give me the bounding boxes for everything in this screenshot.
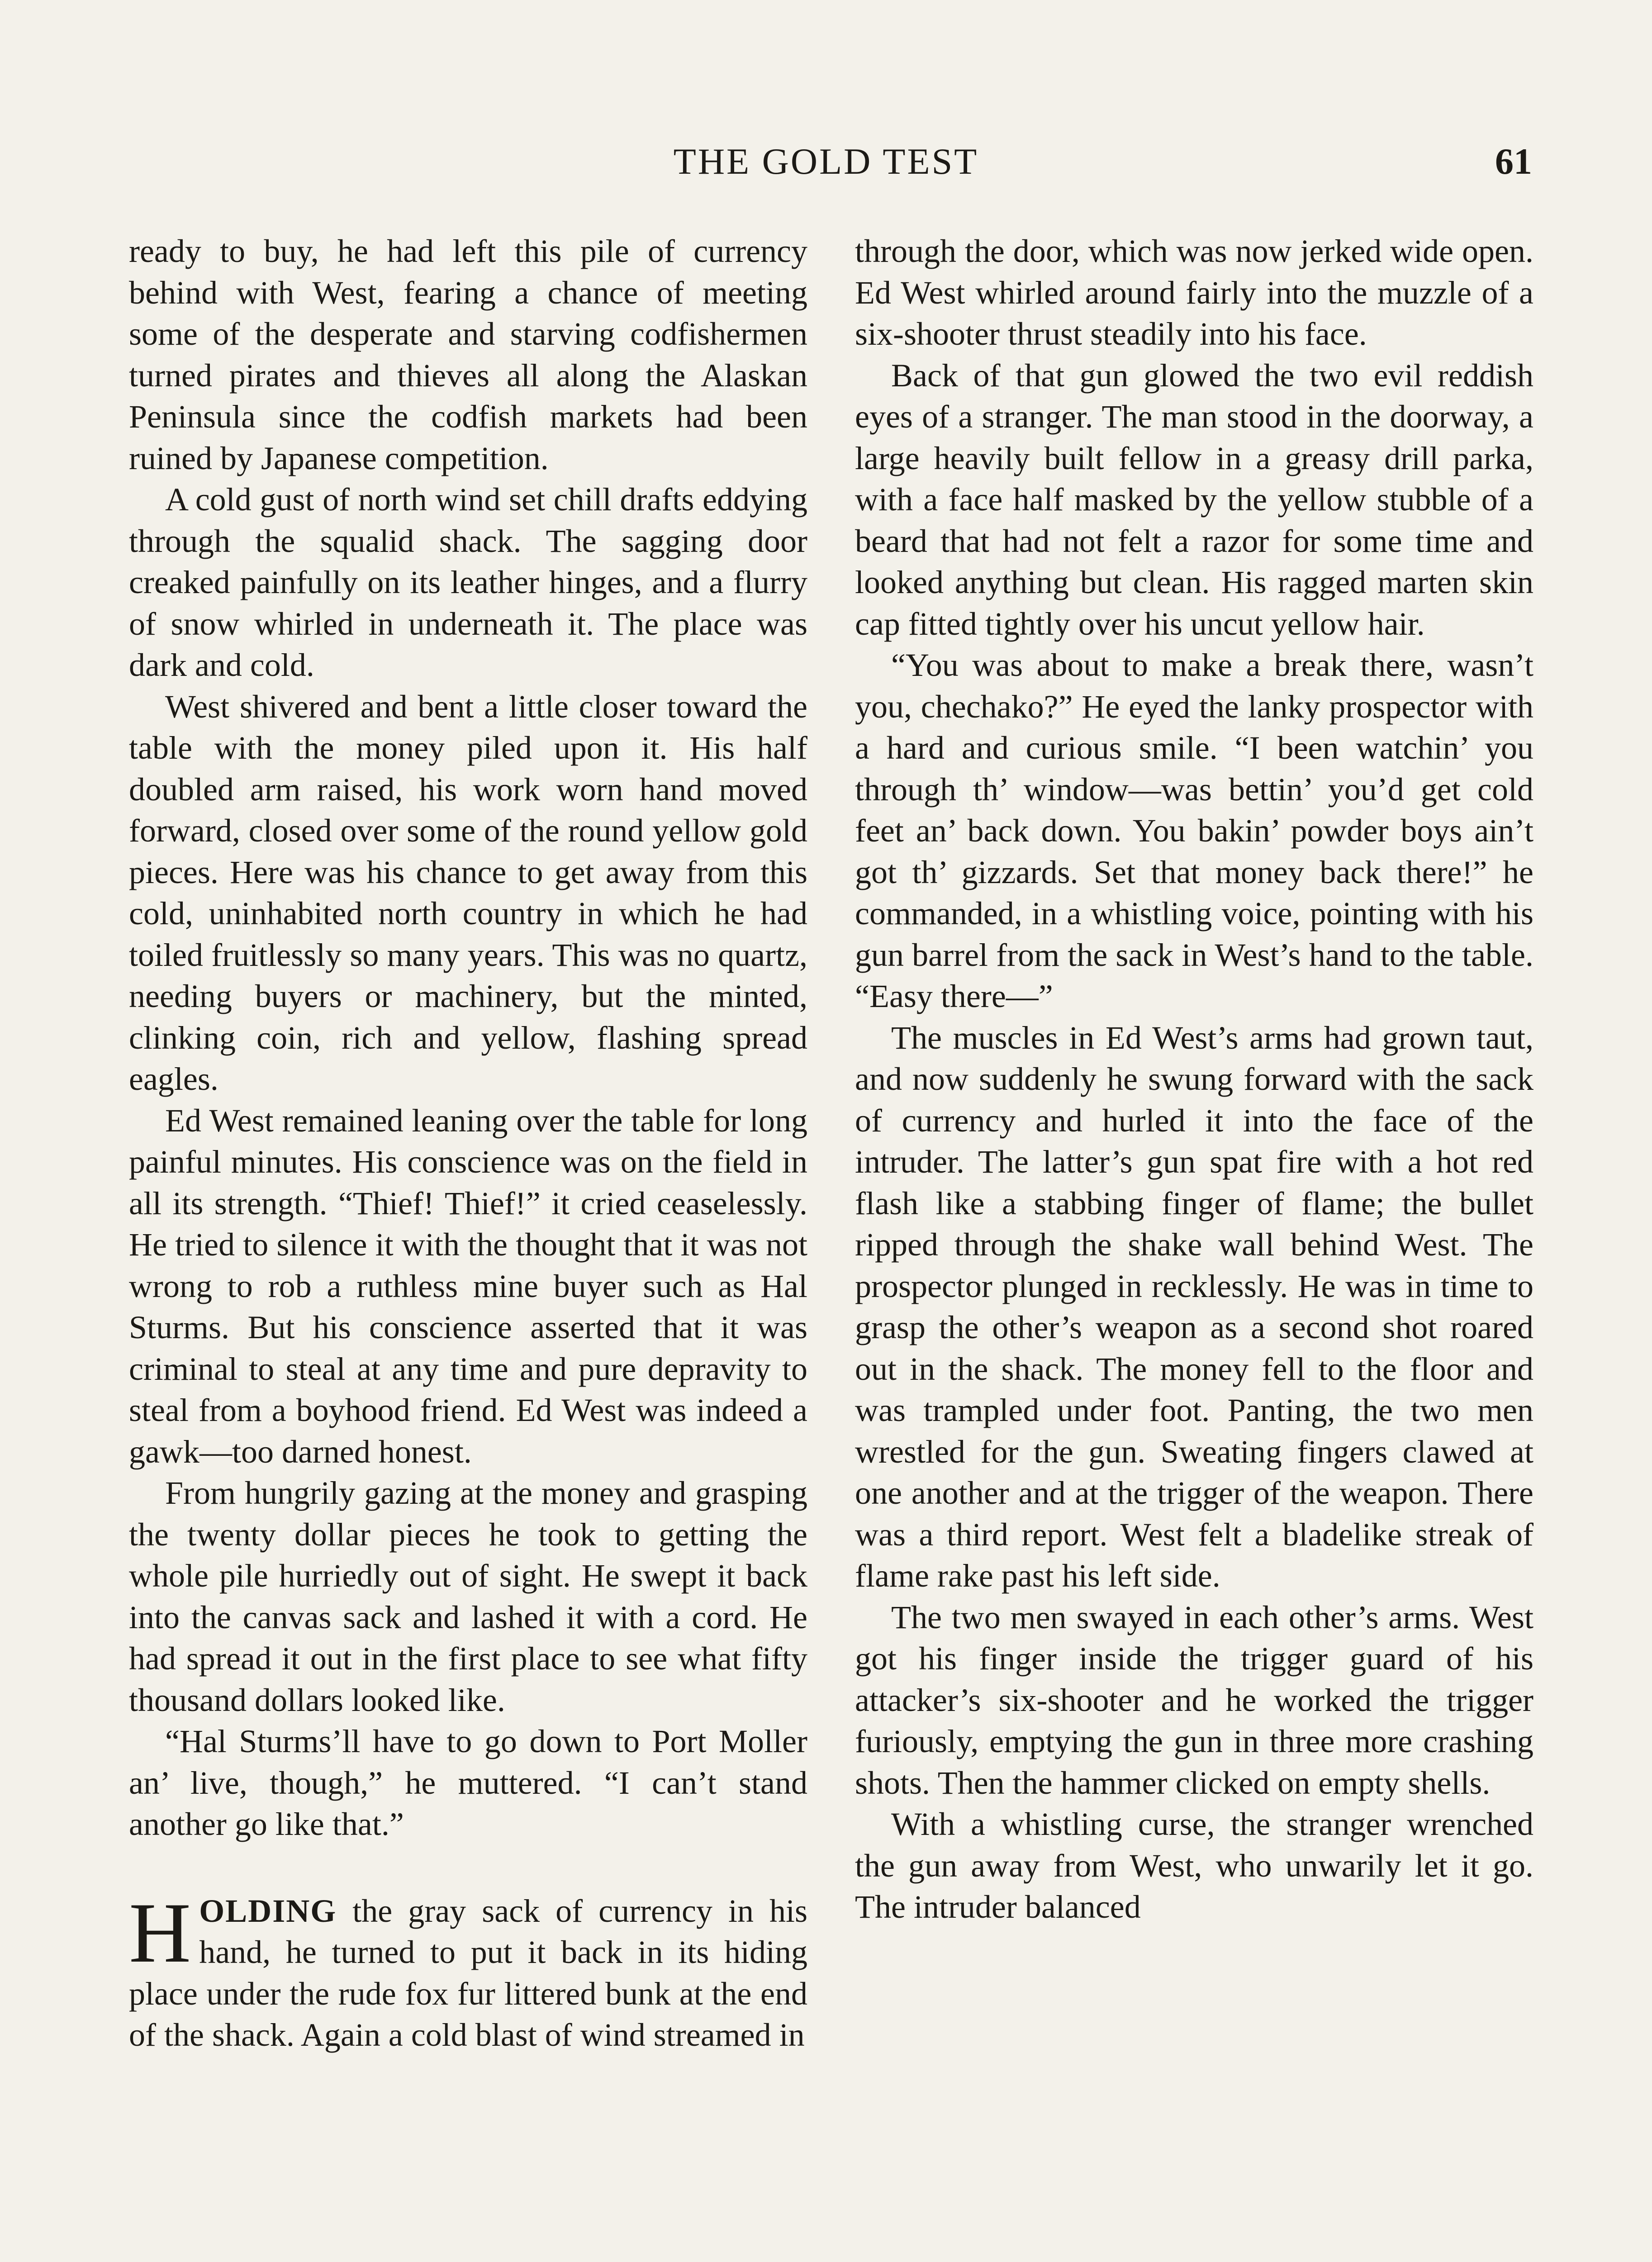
small-caps-lead: OLDING [199,1892,337,1929]
paragraph-dropcap [129,1885,807,2056]
paragraph: With a whistling curse, the stranger wrenched the gun away from West, who unwarily let it go. The intruder balanced [855,1806,1533,1925]
paragraph: From hungrily gazing at the money and grasping the twenty dollar pieces he took to getting the whole pile hurriedly out of sight. He swept it back into the canvas sack and lashed it with a cord. He had spread it out in the first place to see what fifty thousand dollars looked like. [129,1475,807,1718]
running-title: THE GOLD TEST [673,141,979,182]
paragraph: ready to buy, he had left this pile of currency behind with West, fearing a chance of meeting some of the desperate and starving codfishermen turned pirates and thieves all along the Alaskan Peninsula since the codfish markets had been ruined by Japanese competition. [129,233,807,476]
paragraph: The two men swayed in each other’s arms. West got his finger inside the trigger guard of his attacker’s six-shooter and he worked the trigger furiously, emptying the gun in three more crashing shots. Then the hammer clicked on empty shells. [855,1599,1533,1801]
page-number: 61 [1495,141,1532,182]
paragraph: Back of that gun glowed the two evil reddish eyes of a stranger. The man stood in the doorway, a large heavily built fellow in a greasy drill parka, with a face half masked by the yellow stubble of a beard that had not felt a razor for some time and looked anything but clean. His ragged marten skin cap fitted tightly over his uncut yellow hair. [855,357,1533,642]
paragraph: through the door, which was now jerked wide open. Ed West whirled around fairly into the muzzle of a six-shooter thrust steadily into his face. [855,233,1533,352]
paragraph: The muscles in Ed West’s arms had grown taut, and now suddenly he swung forward with the sack of currency and hurled it into the face of the intruder. The latter’s gun spat fire with a hot red flash like a stabbing finger of flame; the bullet ripped through the shake wall behind West. The prospector plunged in recklessly. He was in time to grasp the other’s weapon as a second shot roared out in the shack. The money fell to the floor and was trampled under foot. Panting, the two men wrestled for the gun. Sweating fingers clawed at one another and at the trigger of the weapon. There was a third report. West felt a bladelike streak of flame rake past his left side. [855,1019,1533,1594]
paragraph: “Hal Sturms’ll have to go down to Port Moller an’ live, though,” he muttered. “I can’t stand another go like that.” [129,1723,807,1842]
right-column [855,231,1533,1928]
paragraph: A cold gust of north wind set chill drafts eddying through the squalid shack. The sagging door creaked painfully on its leather hinges, and a flurry of snow whirled in underneath it. The place was dark and cold. [129,481,807,683]
paragraph: “You was about to make a break there, wasn’t you, chechako?” He eyed the lanky prospector with a hard and curious smile. “I been watchin’ you through th’ window—was bettin’ you’d get cold feet an’ back down. You bakin’ powder boys ain’t got th’ gizzards. Set that money back there!” he commanded, in a whistling voice, pointing with his gun barrel from the sack in West’s hand to the table. “Easy there—” [855,647,1533,1014]
paragraph: West shivered and bent a little closer toward the table with the money piled upon it. His half doubled arm raised, his work worn hand moved forward, closed over some of the round yellow gold pieces. Here was his chance to get away from this cold, uninhabited north country in which he had toiled fruitlessly so many years. This was no quartz, needing buyers or machinery, but the minted, clinking coin, rich and yellow, flashing spread eagles. [129,688,807,1097]
section-break [129,1845,807,1891]
page-header [0,136,1652,190]
left-column [129,231,807,2056]
drop-cap: H [129,1885,191,1981]
paragraph-text: the gray sack of currency in his hand, he turned to put it back in its hiding place under the rude fox fur littered bunk at the end of the shack. Again a cold blast of wind streamed in [129,1892,807,2053]
paragraph: Ed West remained leaning over the table for long painful minutes. His conscience was on the field in all its strength. “Thief! Thief!” it cried ceaselessly. He tried to silence it with the thought that it was not wrong to rob a ruthless mine buyer such as Hal Sturms. But his conscience asserted that it was criminal to steal at any time and pure depravity to steal from a boyhood friend. Ed West was indeed a gawk—too darned honest. [129,1102,807,1470]
